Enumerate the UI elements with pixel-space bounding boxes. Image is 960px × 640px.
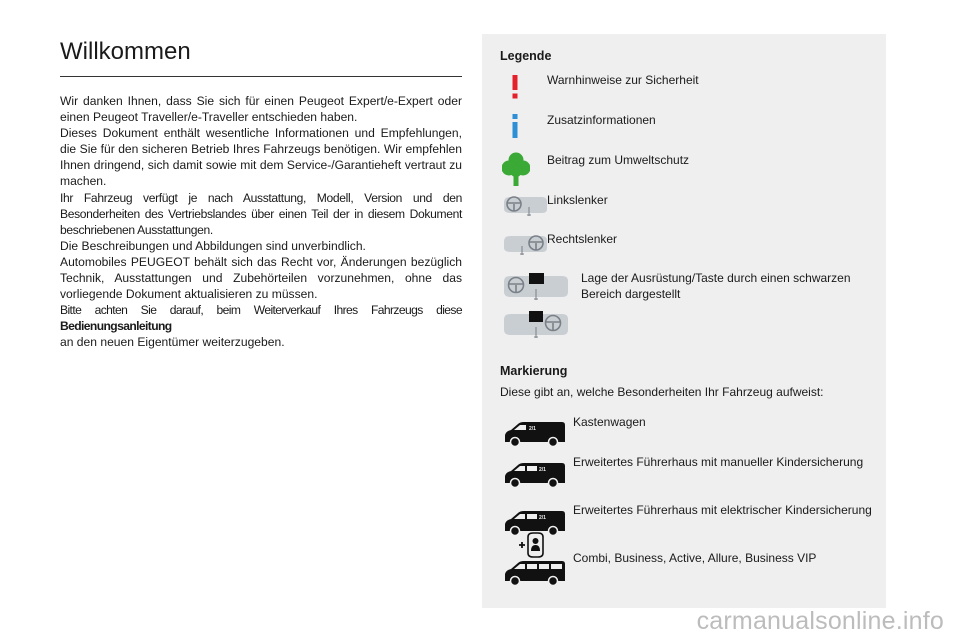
watermark: carmanualsonline.info [696,607,944,635]
legend-label: Warnhinweise zur Sicherheit [547,73,699,87]
welcome-paragraph-3: Ihr Fahrzeug verfügt je nach Ausstattung, Modell, Version und den Besonderheiten des Vertriebslandes über einen Teil der in diesem Dokument beschriebenen Ausstattungen. [60,190,462,237]
marking-label: Erweitertes Führerhaus mit manueller Kindersicherung [573,455,864,469]
left-hand-drive-icon [502,194,548,218]
legend-item-right-hand-drive [482,231,886,261]
combi-icon [502,558,568,588]
legend-label: Beitrag zum Umweltschutz [547,153,690,167]
resale-text: Bitte achten Sie darauf, beim Weiterverkauf Ihres Fahrzeugs diese [60,303,462,318]
welcome-section [60,38,462,351]
equipment-location-rhd-icon [502,310,572,340]
equipment-location-icon [502,272,572,302]
welcome-paragraph-5: Automobiles PEUGEOT behält sich das Recht vor, Änderungen bezüglich Technik, Ausstattungen und Zubehörteilen vorzunehmen, ohne das vorliegende Dokument aktualisieren zu müssen. [60,254,462,302]
svg-text:2/1: 2/1 [539,467,546,473]
right-hand-drive-icon [502,233,548,257]
warning-icon [510,75,520,99]
welcome-paragraph-4: Die Beschreibungen und Abbildungen sind unverbindlich. [60,238,366,253]
welcome-paragraph-6 [60,302,462,350]
marking-item-extended-cab [482,454,886,490]
marking-label: Combi, Business, Active, Allure, Business VIP [573,551,817,565]
tree-icon [502,152,530,186]
legend-label: Linkslenker [547,193,608,207]
legend-panel [482,34,886,608]
legend-item-equipment-location [482,270,886,366]
welcome-paragraph-2: Dieses Dokument enthält wesentliche Informationen und Empfehlungen, die Sie für den sicheren Betrieb Ihres Fahrzeugs benötigen. Wir empfehlen Ihnen dringend, sich damit sowie mit dem Service-/Garantieheft vertraut zu machen. [60,126,462,189]
svg-text:2/1: 2/1 [529,426,536,432]
welcome-paragraph-1: Wir danken Ihnen, dass Sie sich für einen Peugeot Expert/e-Expert oder einen Peugeot Traveller/e-Traveller entschieden haben. [60,94,462,125]
marking-label: Kastenwagen [573,415,646,429]
legend-item-warning [482,72,886,102]
marking-label: Erweitertes Führerhaus mit elektrischer Kindersicherung [573,503,872,517]
legend-label: Rechtslenker [547,232,618,246]
legend-item-environment [482,152,886,188]
legend-heading: Legende [500,49,552,63]
panel-van-icon [502,420,568,448]
svg-text:2/1: 2/1 [539,515,546,521]
resale-text-tail: an den neuen Eigentümer weiterzugeben. [60,335,285,350]
info-icon [510,114,520,138]
legend-item-info [482,112,886,142]
legend-label: Lage der Ausrüstung/Taste durch einen schwarzen Bereich dargestellt [581,271,851,301]
marking-heading: Markierung [500,364,568,378]
manual-name: Bedienungsanleitung [60,319,172,334]
legend-item-left-hand-drive [482,192,886,222]
marking-item-combi [482,550,886,586]
extended-cab-icon [502,460,568,490]
legend-label: Zusatzinformationen [547,113,656,127]
marking-item-panel-van [482,414,886,448]
marking-intro: Diese gibt an, welche Besonderheiten Ihr Fahrzeug aufweist: [500,385,824,399]
title-divider [60,76,462,77]
page-title: Willkommen [60,38,191,65]
